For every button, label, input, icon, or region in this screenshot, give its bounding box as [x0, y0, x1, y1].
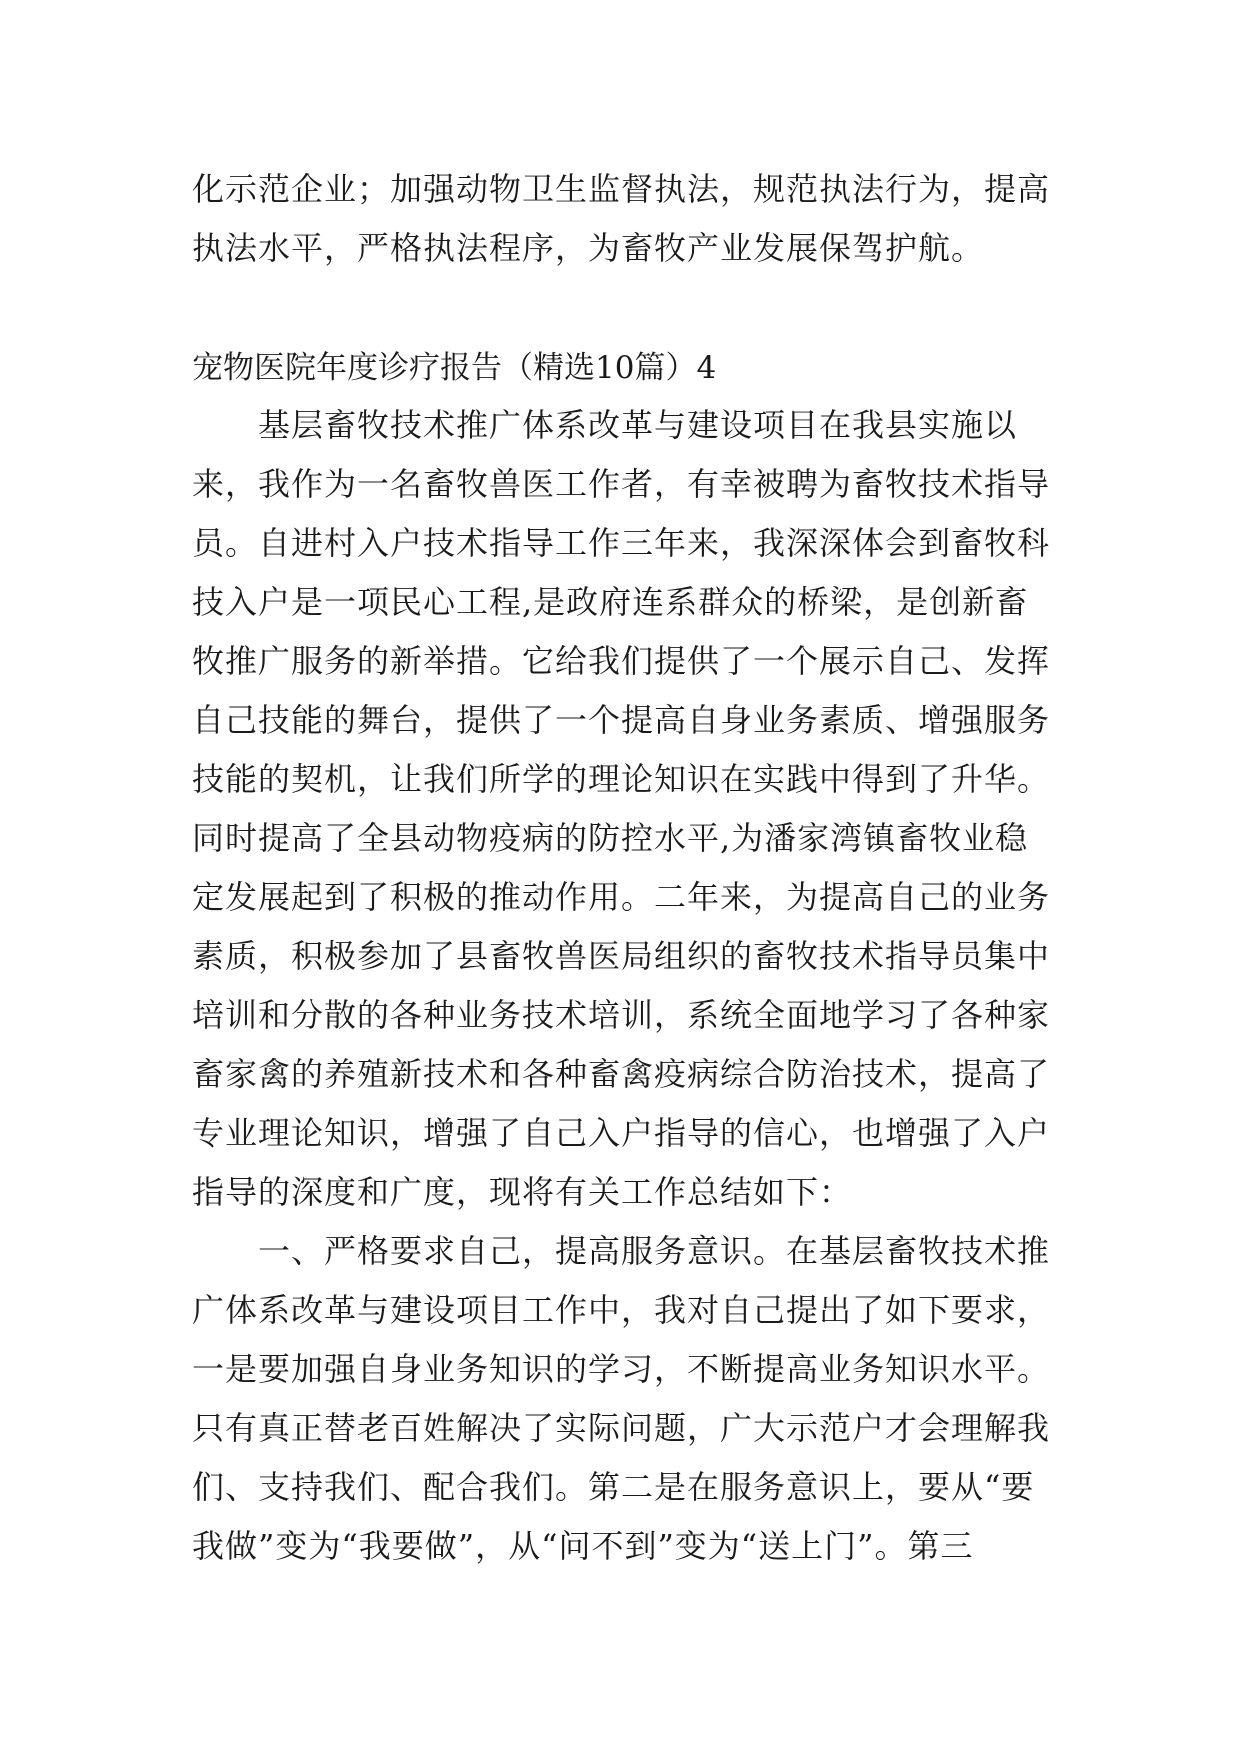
text-line: 定发展起到了积极的推动作用。二年来，为提高自己的业务	[192, 878, 1051, 916]
text-line: 素质，积极参加了县畜牧兽医局组织的畜牧技术指导员集中	[192, 937, 1051, 975]
text-line: 广体系改革与建设项目工作中，我对自己提出了如下要求，	[192, 1291, 1051, 1329]
text-line: 同时提高了全县动物疫病的防控水平,为潘家湾镇畜牧业稳	[192, 819, 1029, 857]
text-line: 培训和分散的各种业务技术培训，系统全面地学习了各种家	[192, 996, 1051, 1034]
text-line: 基层畜牧技术推广体系改革与建设项目在我县实施以	[258, 406, 1018, 444]
text-line: 畜家禽的养殖新技术和各种畜禽疫病综合防治技术，提高了	[192, 1055, 1051, 1093]
body-paragraphs	[192, 396, 1058, 1576]
intro-paragraph	[192, 160, 1058, 278]
section-title: 宠物医院年度诊疗报告（精选10篇）4	[192, 350, 717, 386]
text-line: 一、严格要求自己，提高服务意识。在基层畜牧技术推	[258, 1232, 1051, 1270]
text-line: 指导的深度和广度，现将有关工作总结如下：	[192, 1173, 853, 1211]
text-line: 牧推广服务的新举措。它给我们提供了一个展示自己、发挥	[192, 642, 1051, 680]
text-line: 专业理论知识，增强了自己入户指导的信心，也增强了入户	[192, 1114, 1051, 1152]
text-line: 化示范企业；加强动物卫生监督执法，规范执法行为，提高	[192, 170, 1051, 208]
text-line: 们、支持我们、配合我们。第二是在服务意识上，要从“要	[192, 1468, 1035, 1506]
text-line: 只有真正替老百姓解决了实际问题，广大示范户才会理解我	[192, 1409, 1051, 1447]
text-line: 一是要加强自身业务知识的学习，不断提高业务知识水平。	[192, 1350, 1051, 1388]
text-line: 自己技能的舞台，提供了一个提高自身业务素质、增强服务	[192, 701, 1051, 739]
text-line: 我做”变为“我要做”，从“问不到”变为“送上门”。第三	[192, 1527, 974, 1565]
text-line: 技入户是一项民心工程,是政府连系群众的桥梁，是创新畜	[192, 583, 1029, 621]
text-line: 技能的契机，让我们所学的理论知识在实践中得到了升华。	[192, 760, 1051, 798]
text-line: 员。自进村入户技术指导工作三年来，我深深体会到畜牧科	[192, 524, 1051, 562]
text-line: 来，我作为一名畜牧兽医工作者，有幸被聘为畜牧技术指导	[192, 465, 1051, 503]
text-line: 执法水平，严格执法程序，为畜牧产业发展保驾护航。	[192, 229, 985, 267]
